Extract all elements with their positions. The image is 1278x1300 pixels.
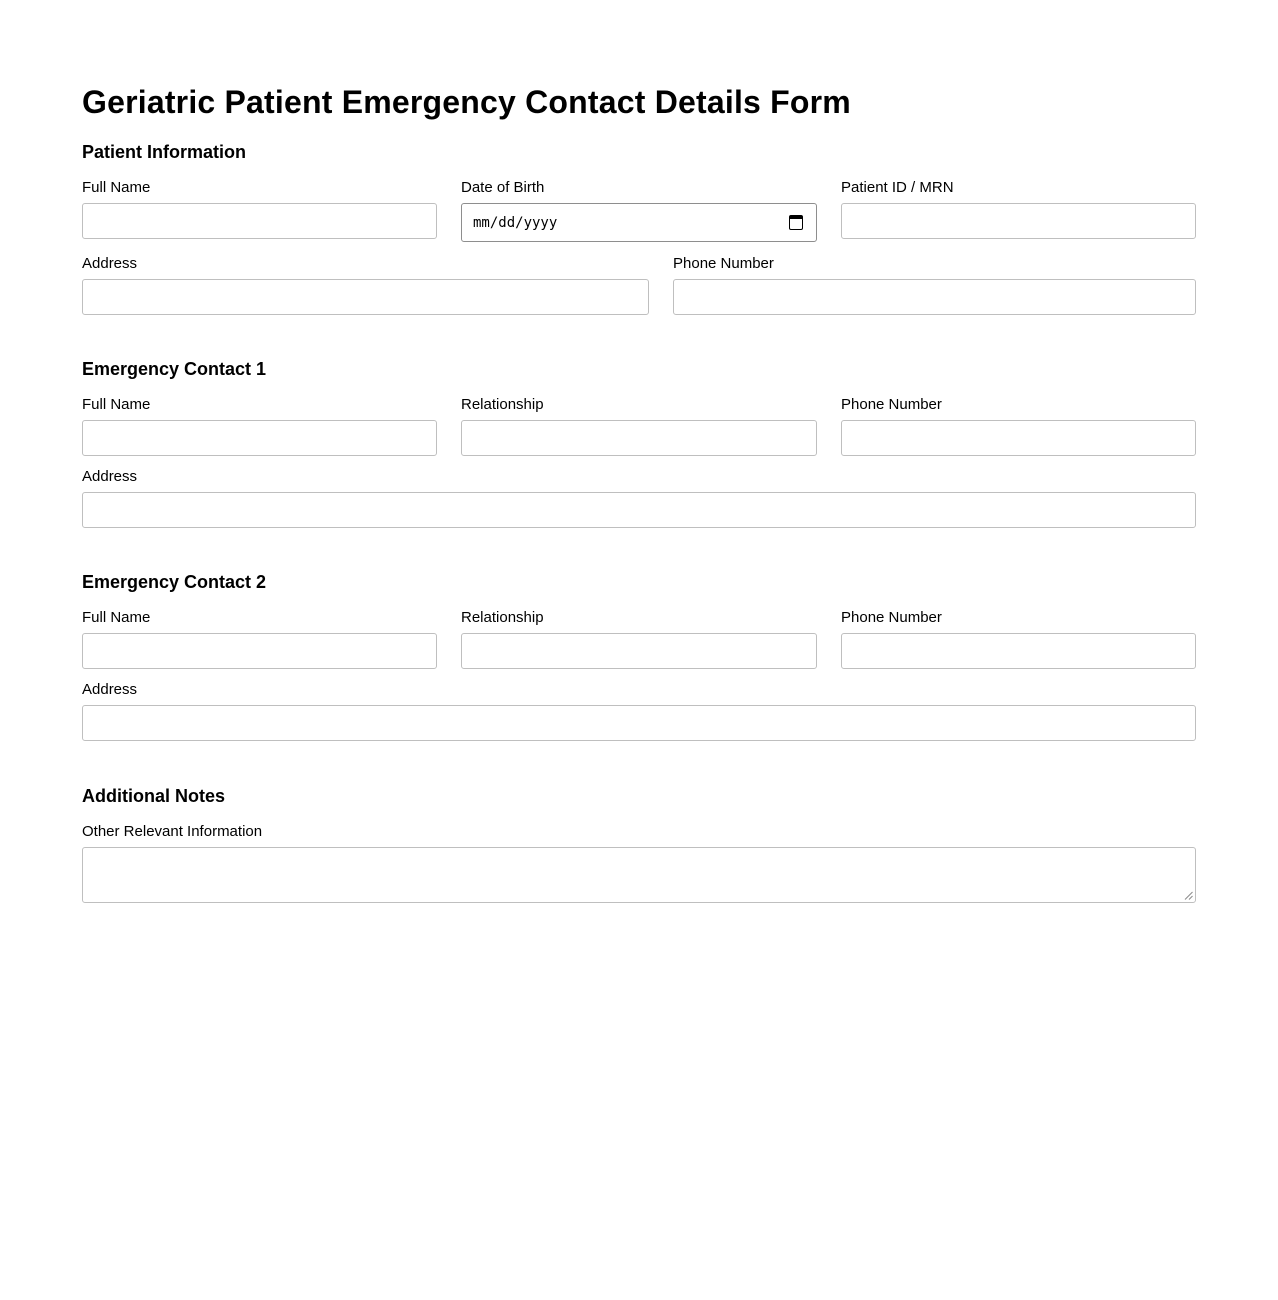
patient-id-label: Patient ID / MRN: [841, 179, 954, 196]
contact1-full-name-input[interactable]: [82, 420, 437, 456]
patient-full-name-label: Full Name: [82, 179, 151, 196]
contact2-address-label: Address: [82, 681, 138, 698]
date-of-birth-placeholder: mm/dd/yyyy: [473, 215, 558, 231]
contact1-relationship-label: Relationship: [461, 396, 544, 413]
contact2-phone-input[interactable]: [841, 633, 1196, 669]
resize-handle-icon[interactable]: [1184, 891, 1193, 900]
page-title: Geriatric Patient Emergency Contact Details Form: [82, 84, 851, 120]
patient-address-field: [82, 255, 649, 272]
patient-id-input[interactable]: [841, 203, 1196, 239]
contact2-relationship-field: [461, 609, 817, 626]
contact2-address-field: [82, 681, 1196, 698]
other-info-label: Other Relevant Information: [82, 823, 263, 840]
patient-full-name-field: [82, 179, 437, 196]
contact2-full-name-input[interactable]: [82, 633, 437, 669]
contact2-phone-field: [841, 609, 1196, 626]
contact1-relationship-field: [461, 396, 817, 413]
patient-address-label: Address: [82, 255, 138, 272]
patient-date-of-birth-label: Date of Birth: [461, 179, 545, 196]
contact2-relationship-input[interactable]: [461, 633, 817, 669]
contact1-address-field: [82, 468, 1196, 485]
section-heading-emergency-contact-2: Emergency Contact 2: [82, 572, 267, 592]
patient-phone-input[interactable]: [673, 279, 1196, 315]
section-heading-emergency-contact-1: Emergency Contact 1: [82, 359, 267, 379]
patient-phone-label: Phone Number: [673, 255, 774, 272]
contact1-address-label: Address: [82, 468, 138, 485]
patient-address-input[interactable]: [82, 279, 649, 315]
contact1-relationship-input[interactable]: [461, 420, 817, 456]
calendar-icon[interactable]: [789, 215, 803, 230]
patient-phone-field: [673, 255, 1196, 272]
contact1-address-input[interactable]: [82, 492, 1196, 528]
contact2-phone-label: Phone Number: [841, 609, 942, 626]
contact1-phone-input[interactable]: [841, 420, 1196, 456]
other-info-textarea[interactable]: [82, 847, 1196, 903]
contact1-full-name-label: Full Name: [82, 396, 151, 413]
patient-id-field: [841, 179, 1196, 196]
contact2-full-name-label: Full Name: [82, 609, 151, 626]
contact2-full-name-field: [82, 609, 437, 626]
contact2-address-input[interactable]: [82, 705, 1196, 741]
other-info-field: [82, 823, 1196, 840]
contact1-full-name-field: [82, 396, 437, 413]
contact1-phone-field: [841, 396, 1196, 413]
contact2-relationship-label: Relationship: [461, 609, 544, 626]
patient-date-of-birth-input[interactable]: [461, 203, 817, 242]
contact1-phone-label: Phone Number: [841, 396, 942, 413]
section-heading-additional-notes: Additional Notes: [82, 786, 225, 806]
patient-date-of-birth-field: [461, 179, 817, 231]
section-heading-patient-information: Patient Information: [82, 142, 247, 162]
patient-full-name-input[interactable]: [82, 203, 437, 239]
